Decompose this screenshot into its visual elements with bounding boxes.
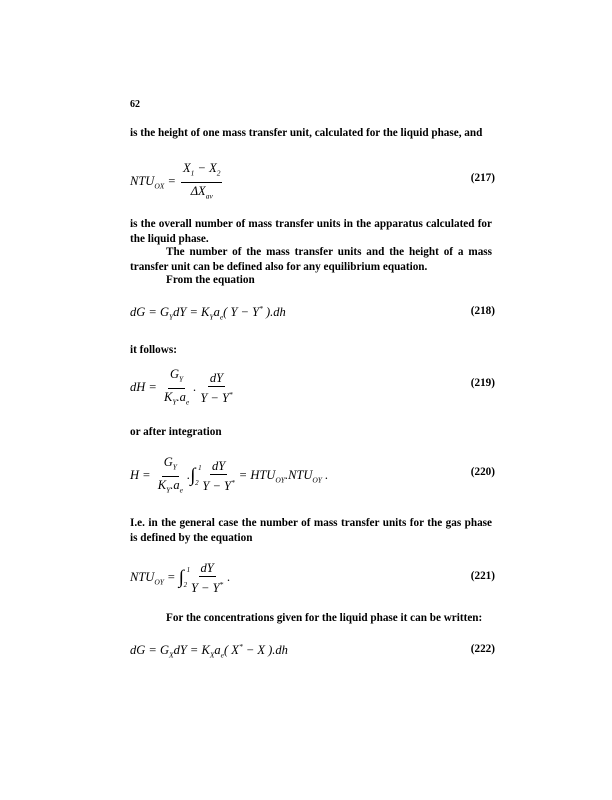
page-number: 62 xyxy=(130,99,140,110)
equation-222: dG = $G_XdY = K_Xa_e$( X* − X ).dh xyxy=(130,642,288,660)
equation-218: dG = $G_YdY = K_Ya_e$( Y − Y* ).dh xyxy=(130,304,286,322)
equation-219: dH = $\frac{G_Y}{K_Y.a_e}$ . $\frac{dY}{Y - Y^*}$ xyxy=(130,367,233,406)
paragraph-4: From the equation xyxy=(166,274,255,286)
equation-221: $NTU_{OY}$ = ∫ 1 2 $\frac{dY}{Y - Y^*}$ . xyxy=(130,561,231,596)
paragraph-1: is the height of one mass transfer unit, calculated for the liquid phase, and xyxy=(130,127,483,139)
equation-218-number: (218) xyxy=(470,305,495,317)
paragraph-8: For the concentrations given for the liquid phase it can be written: xyxy=(166,612,483,624)
equation-221-number: (221) xyxy=(470,570,495,582)
paragraph-7: I.e. in the general case the number of mass transfer units for the gas phase is defined by the equation xyxy=(130,517,492,544)
equation-217: $NTU_{OX}$ = $\frac{X_1 - X_2}{\Delta X_{av}}$ xyxy=(130,161,221,200)
equation-222-number: (222) xyxy=(470,643,495,655)
equation-220: H = $\frac{G_Y}{K_Y.a_e}$ .∫ 1 2 $\frac{dY}{Y - Y^*}$ = $HTU_{OY}.NTU_{OY}$ . xyxy=(130,455,329,494)
paragraph-3: The number of the mass transfer units and the height of a mass transfer unit can be defined also for any equilibrium equation. xyxy=(130,246,492,273)
equation-220-number: (220) xyxy=(470,466,495,478)
equation-217-number: (217) xyxy=(470,172,495,184)
paragraph-6: or after integration xyxy=(130,426,222,438)
paragraph-5: it follows: xyxy=(130,344,177,356)
paragraph-2: is the overall number of mass transfer units in the apparatus calculated for the liquid phase. xyxy=(130,218,492,245)
equation-219-number: (219) xyxy=(470,377,495,389)
